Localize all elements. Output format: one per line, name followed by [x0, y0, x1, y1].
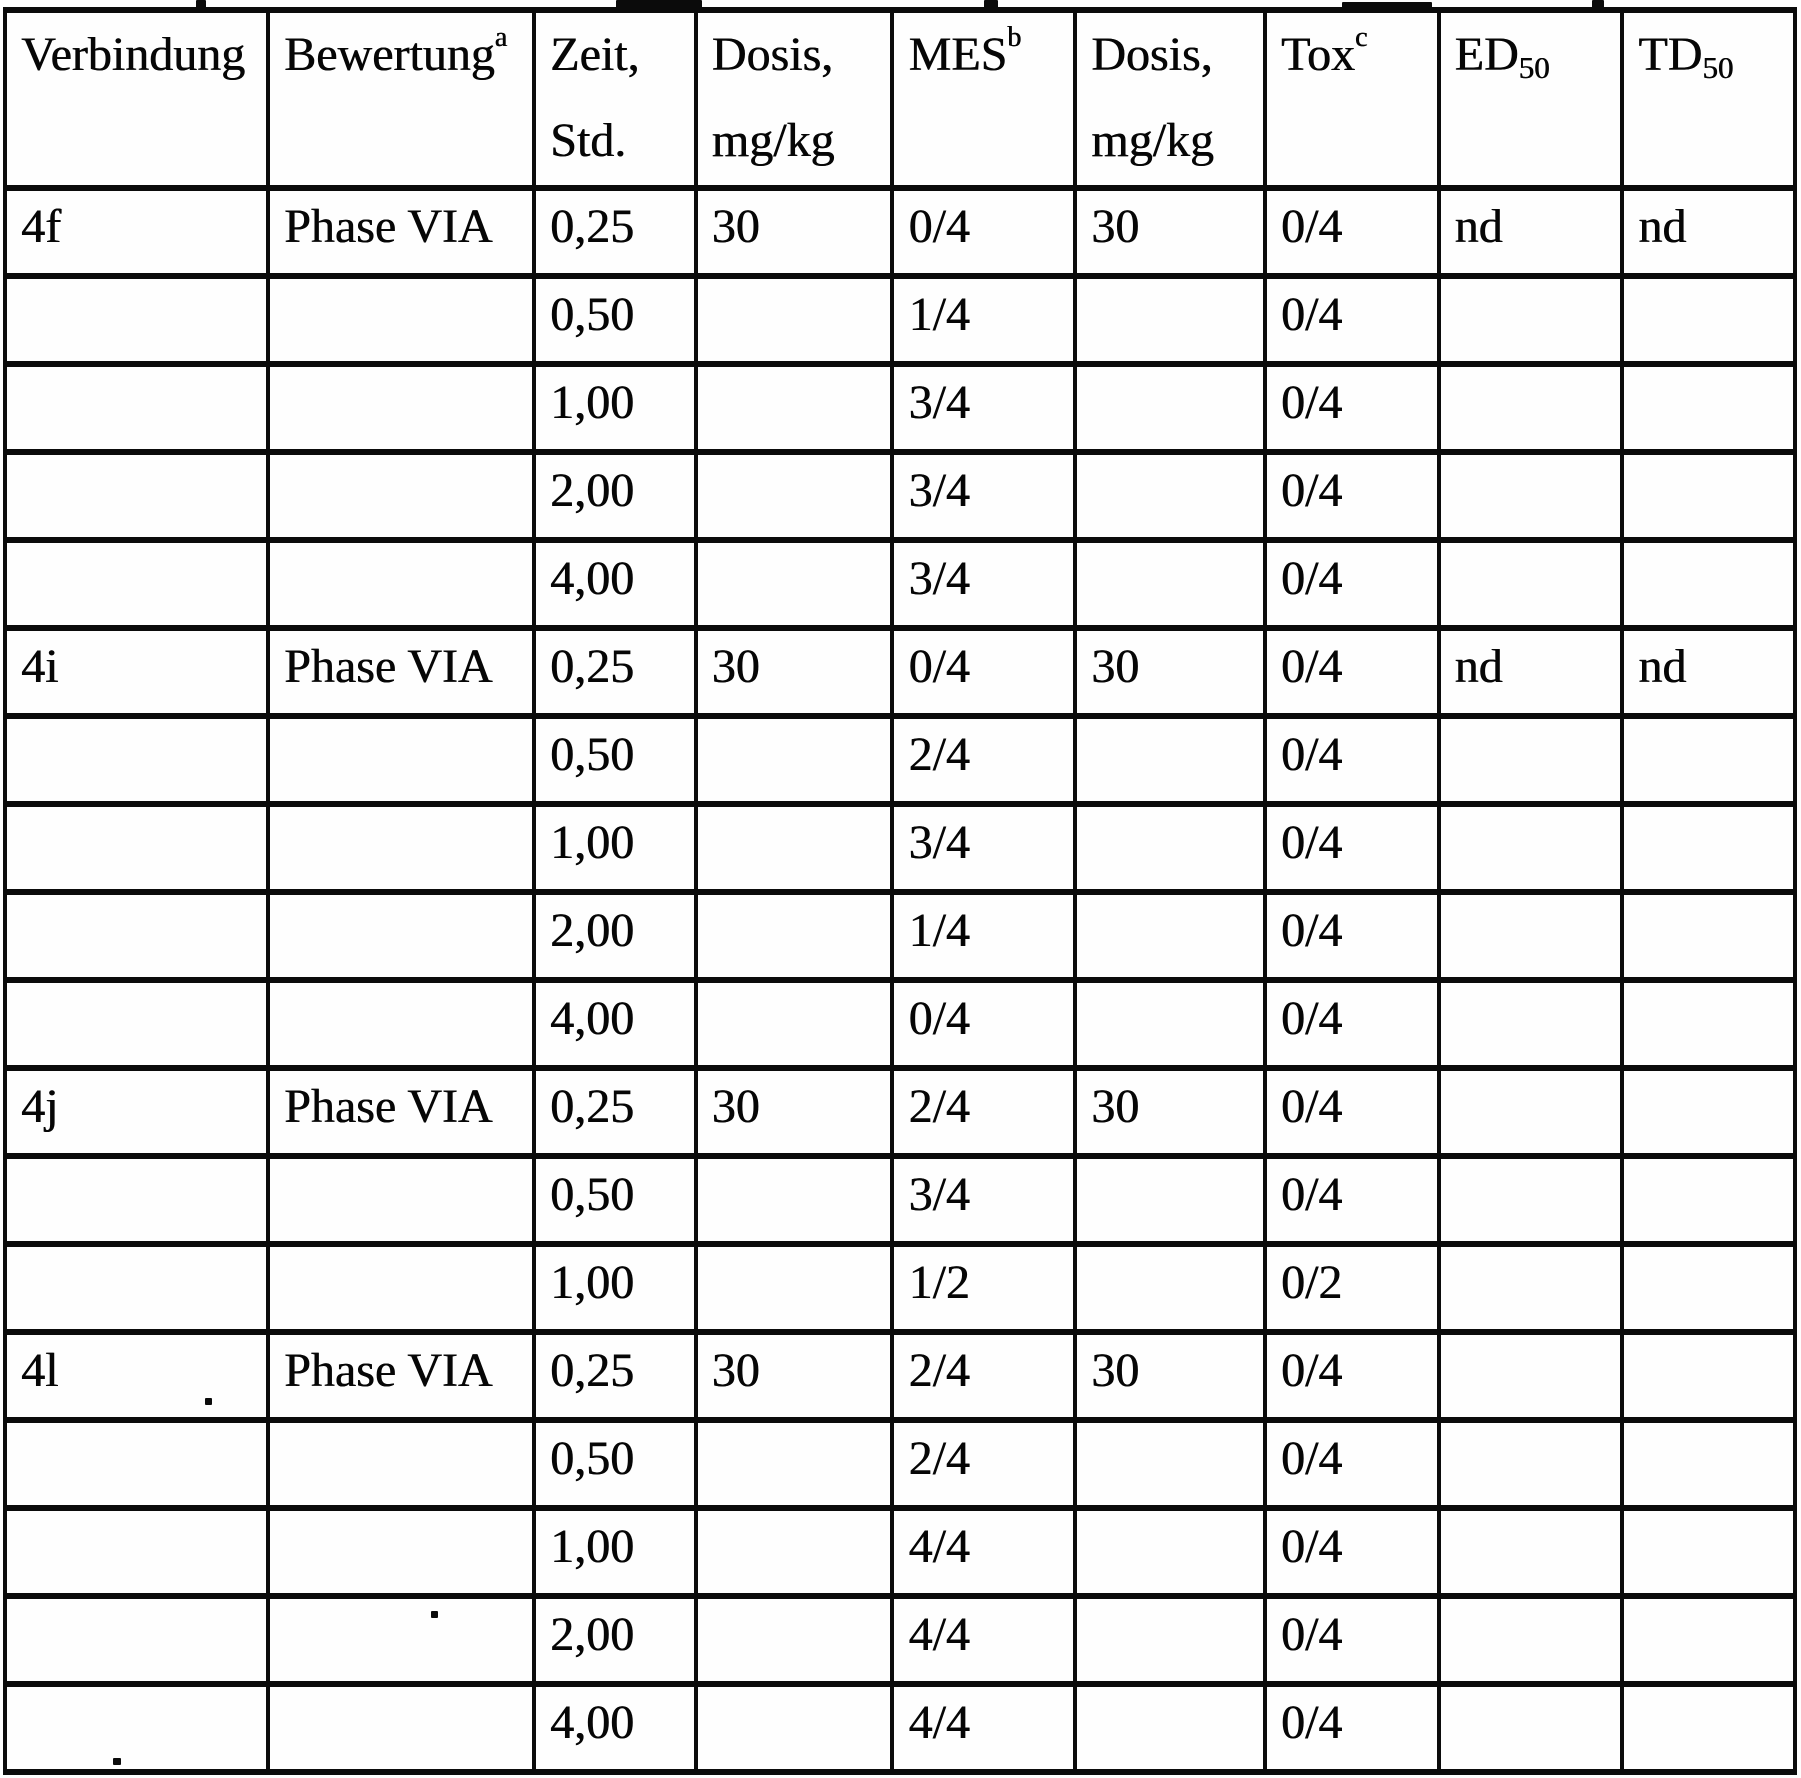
cell-td50 — [1622, 1156, 1795, 1244]
cell-dosis-mg-kg-2 — [1075, 364, 1265, 452]
cell-mes: 3/4 — [892, 364, 1075, 452]
cell-bewertung — [268, 1420, 534, 1508]
cell-ed50 — [1439, 980, 1623, 1068]
col-header-label: Dosis, — [711, 28, 834, 81]
table-row — [5, 980, 1795, 1068]
cell-dosis-mg-kg — [696, 980, 893, 1068]
cell-ed50 — [1439, 804, 1623, 892]
col-header-dosis-mg-kg — [696, 10, 893, 188]
cell-td50 — [1622, 276, 1795, 364]
cell-dosis-mg-kg-2 — [1075, 804, 1265, 892]
cell-tox: 0/4 — [1265, 892, 1439, 980]
table-body — [5, 188, 1795, 1772]
col-header-label: Bewertung — [284, 28, 495, 81]
cell-bewertung — [268, 452, 534, 540]
cell-dosis-mg-kg-2: 30 — [1075, 1068, 1265, 1156]
cell-zeit-std: 0,50 — [534, 1156, 696, 1244]
cell-mes: 4/4 — [892, 1596, 1075, 1684]
cell-dosis-mg-kg-2 — [1075, 540, 1265, 628]
cell-mes: 4/4 — [892, 1684, 1075, 1772]
cell-dosis-mg-kg-2 — [1075, 1596, 1265, 1684]
cell-bewertung: Phase VIA — [268, 188, 534, 276]
cell-dosis-mg-kg-2 — [1075, 276, 1265, 364]
cell-mes: 1/2 — [892, 1244, 1075, 1332]
col-header-dosis-mg-kg-2 — [1075, 10, 1265, 188]
cell-ed50: nd — [1439, 628, 1623, 716]
cell-zeit-std: 0,25 — [534, 1068, 696, 1156]
col-header-label: Zeit, — [550, 28, 640, 81]
cell-bewertung — [268, 364, 534, 452]
table-row — [5, 628, 1795, 716]
cell-dosis-mg-kg-2 — [1075, 980, 1265, 1068]
table-row — [5, 1684, 1795, 1772]
col-header-label-line2: mg/kg — [1091, 113, 1214, 167]
header-row — [5, 10, 1795, 188]
cell-mes: 0/4 — [892, 980, 1075, 1068]
col-header-label: Tox — [1280, 28, 1355, 81]
cell-tox: 0/4 — [1265, 1596, 1439, 1684]
cell-zeit-std: 1,00 — [534, 804, 696, 892]
cell-mes: 0/4 — [892, 628, 1075, 716]
cell-tox: 0/4 — [1265, 1156, 1439, 1244]
cell-dosis-mg-kg-2 — [1075, 1420, 1265, 1508]
cell-tox: 0/4 — [1265, 540, 1439, 628]
cell-dosis-mg-kg-2: 30 — [1075, 628, 1265, 716]
cell-bewertung — [268, 1508, 534, 1596]
col-header-label-line2: mg/kg — [711, 113, 835, 167]
cell-ed50 — [1439, 1420, 1623, 1508]
col-header-td50 — [1622, 10, 1795, 188]
cell-verbindung — [5, 1596, 268, 1684]
cell-zeit-std: 4,00 — [534, 980, 696, 1068]
cell-td50 — [1622, 716, 1795, 804]
cell-dosis-mg-kg: 30 — [696, 1332, 893, 1420]
cell-verbindung — [5, 804, 268, 892]
cell-bewertung — [268, 1244, 534, 1332]
cell-verbindung — [5, 276, 268, 364]
cell-mes: 3/4 — [892, 540, 1075, 628]
cell-bewertung — [268, 1684, 534, 1772]
cell-dosis-mg-kg-2 — [1075, 1684, 1265, 1772]
cell-dosis-mg-kg — [696, 452, 893, 540]
cell-mes: 3/4 — [892, 1156, 1075, 1244]
cell-zeit-std: 0,50 — [534, 716, 696, 804]
cell-tox: 0/4 — [1265, 452, 1439, 540]
cell-zeit-std: 2,00 — [534, 1596, 696, 1684]
cell-zeit-std: 4,00 — [534, 1684, 696, 1772]
table-row — [5, 540, 1795, 628]
cell-ed50 — [1439, 364, 1623, 452]
table-row — [5, 1156, 1795, 1244]
cell-tox: 0/4 — [1265, 628, 1439, 716]
col-header-subscript: 50 — [1518, 50, 1550, 85]
results-table — [3, 7, 1797, 1775]
cell-verbindung: 4f — [5, 188, 268, 276]
col-header-mes — [892, 10, 1075, 188]
cell-mes: 2/4 — [892, 1068, 1075, 1156]
cell-td50 — [1622, 804, 1795, 892]
cell-zeit-std: 0,25 — [534, 188, 696, 276]
col-header-tox — [1265, 10, 1439, 188]
table-row — [5, 1244, 1795, 1332]
table-row — [5, 1508, 1795, 1596]
cell-zeit-std: 0,25 — [534, 1332, 696, 1420]
table-row — [5, 1332, 1795, 1420]
cell-zeit-std: 1,00 — [534, 1244, 696, 1332]
cell-mes: 1/4 — [892, 892, 1075, 980]
cell-tox: 0/2 — [1265, 1244, 1439, 1332]
cell-bewertung — [268, 892, 534, 980]
cell-ed50 — [1439, 1156, 1623, 1244]
cell-ed50 — [1439, 892, 1623, 980]
table-row — [5, 1596, 1795, 1684]
cell-dosis-mg-kg — [696, 1684, 893, 1772]
cell-zeit-std: 2,00 — [534, 892, 696, 980]
cell-verbindung — [5, 1156, 268, 1244]
table-row — [5, 188, 1795, 276]
cell-td50 — [1622, 1596, 1795, 1684]
cell-verbindung: 4l — [5, 1332, 268, 1420]
cell-ed50 — [1439, 1596, 1623, 1684]
cell-td50: nd — [1622, 628, 1795, 716]
cell-tox: 0/4 — [1265, 1420, 1439, 1508]
cell-td50 — [1622, 540, 1795, 628]
cell-verbindung — [5, 364, 268, 452]
cell-tox: 0/4 — [1265, 804, 1439, 892]
table-row — [5, 276, 1795, 364]
cell-tox: 0/4 — [1265, 364, 1439, 452]
cell-dosis-mg-kg-2: 30 — [1075, 188, 1265, 276]
cell-ed50 — [1439, 1244, 1623, 1332]
cell-td50 — [1622, 1420, 1795, 1508]
col-header-verbindung — [5, 10, 268, 188]
cell-td50 — [1622, 364, 1795, 452]
cell-dosis-mg-kg-2 — [1075, 1508, 1265, 1596]
cell-tox: 0/4 — [1265, 1684, 1439, 1772]
cell-verbindung: 4i — [5, 628, 268, 716]
cell-mes: 3/4 — [892, 804, 1075, 892]
cell-verbindung — [5, 1508, 268, 1596]
cell-tox: 0/4 — [1265, 1332, 1439, 1420]
cell-mes: 1/4 — [892, 276, 1075, 364]
cell-td50 — [1622, 452, 1795, 540]
cell-zeit-std: 1,00 — [534, 1508, 696, 1596]
col-header-subscript: 50 — [1702, 50, 1734, 85]
cell-tox: 0/4 — [1265, 1068, 1439, 1156]
cell-verbindung — [5, 980, 268, 1068]
cell-bewertung — [268, 1596, 534, 1684]
cell-dosis-mg-kg: 30 — [696, 628, 893, 716]
cell-dosis-mg-kg — [696, 716, 893, 804]
col-header-label-line2: Std. — [550, 113, 627, 167]
cell-tox: 0/4 — [1265, 188, 1439, 276]
cell-td50 — [1622, 980, 1795, 1068]
cell-verbindung — [5, 540, 268, 628]
cell-dosis-mg-kg: 30 — [696, 1068, 893, 1156]
cell-zeit-std: 2,00 — [534, 452, 696, 540]
cell-bewertung — [268, 1156, 534, 1244]
col-header-label: MES — [908, 28, 1008, 81]
cell-td50 — [1622, 1332, 1795, 1420]
cell-dosis-mg-kg — [696, 364, 893, 452]
cell-dosis-mg-kg — [696, 1420, 893, 1508]
table-row — [5, 804, 1795, 892]
cell-dosis-mg-kg — [696, 892, 893, 980]
cell-dosis-mg-kg-2 — [1075, 716, 1265, 804]
cell-td50 — [1622, 1508, 1795, 1596]
cell-ed50 — [1439, 716, 1623, 804]
cell-verbindung — [5, 452, 268, 540]
cell-verbindung — [5, 1244, 268, 1332]
col-header-bewertung — [268, 10, 534, 188]
col-header-label: ED — [1454, 28, 1519, 81]
cell-dosis-mg-kg-2 — [1075, 452, 1265, 540]
cell-mes: 4/4 — [892, 1508, 1075, 1596]
cell-dosis-mg-kg — [696, 1156, 893, 1244]
table-row — [5, 1068, 1795, 1156]
cell-ed50 — [1439, 276, 1623, 364]
cell-td50: nd — [1622, 188, 1795, 276]
cell-bewertung — [268, 540, 534, 628]
col-header-label: Verbindung — [21, 28, 245, 81]
cell-verbindung — [5, 716, 268, 804]
cell-td50 — [1622, 1244, 1795, 1332]
cell-dosis-mg-kg — [696, 1596, 893, 1684]
cell-zeit-std: 0,25 — [534, 628, 696, 716]
table-row — [5, 1420, 1795, 1508]
col-header-superscript: b — [1007, 22, 1022, 53]
cell-zeit-std: 0,50 — [534, 1420, 696, 1508]
cell-zeit-std: 4,00 — [534, 540, 696, 628]
cell-zeit-std: 1,00 — [534, 364, 696, 452]
cell-bewertung: Phase VIA — [268, 628, 534, 716]
cell-dosis-mg-kg-2 — [1075, 1244, 1265, 1332]
cell-verbindung: 4j — [5, 1068, 268, 1156]
cell-mes: 3/4 — [892, 452, 1075, 540]
cell-mes: 2/4 — [892, 1332, 1075, 1420]
cell-td50 — [1622, 1684, 1795, 1772]
table-row — [5, 364, 1795, 452]
table-row — [5, 892, 1795, 980]
col-header-zeit-std — [534, 10, 696, 188]
cell-dosis-mg-kg-2 — [1075, 892, 1265, 980]
cell-ed50 — [1439, 540, 1623, 628]
cell-bewertung: Phase VIA — [268, 1068, 534, 1156]
cell-bewertung — [268, 804, 534, 892]
cell-dosis-mg-kg: 30 — [696, 188, 893, 276]
cell-bewertung: Phase VIA — [268, 1332, 534, 1420]
cell-mes: 2/4 — [892, 716, 1075, 804]
cell-ed50 — [1439, 452, 1623, 540]
cell-tox: 0/4 — [1265, 276, 1439, 364]
cell-dosis-mg-kg — [696, 540, 893, 628]
col-header-superscript: c — [1354, 22, 1368, 53]
col-header-label: TD — [1638, 28, 1703, 81]
col-header-label: Dosis, — [1091, 28, 1213, 81]
cell-ed50: nd — [1439, 188, 1623, 276]
cell-verbindung — [5, 892, 268, 980]
cell-tox: 0/4 — [1265, 980, 1439, 1068]
cell-dosis-mg-kg-2 — [1075, 1156, 1265, 1244]
col-header-ed50 — [1439, 10, 1623, 188]
cell-dosis-mg-kg — [696, 1244, 893, 1332]
cell-td50 — [1622, 1068, 1795, 1156]
cell-ed50 — [1439, 1508, 1623, 1596]
col-header-superscript: a — [494, 22, 508, 53]
cell-verbindung — [5, 1420, 268, 1508]
cell-mes: 0/4 — [892, 188, 1075, 276]
cell-bewertung — [268, 980, 534, 1068]
cell-ed50 — [1439, 1684, 1623, 1772]
cell-td50 — [1622, 892, 1795, 980]
cell-dosis-mg-kg — [696, 1508, 893, 1596]
cell-mes: 2/4 — [892, 1420, 1075, 1508]
cell-dosis-mg-kg-2: 30 — [1075, 1332, 1265, 1420]
table-row — [5, 452, 1795, 540]
cell-tox: 0/4 — [1265, 716, 1439, 804]
cell-dosis-mg-kg — [696, 276, 893, 364]
cell-ed50 — [1439, 1068, 1623, 1156]
table-row — [5, 716, 1795, 804]
cell-bewertung — [268, 276, 534, 364]
cell-bewertung — [268, 716, 534, 804]
cell-verbindung — [5, 1684, 268, 1772]
cell-zeit-std: 0,50 — [534, 276, 696, 364]
cell-tox: 0/4 — [1265, 1508, 1439, 1596]
cell-dosis-mg-kg — [696, 804, 893, 892]
cell-ed50 — [1439, 1332, 1623, 1420]
